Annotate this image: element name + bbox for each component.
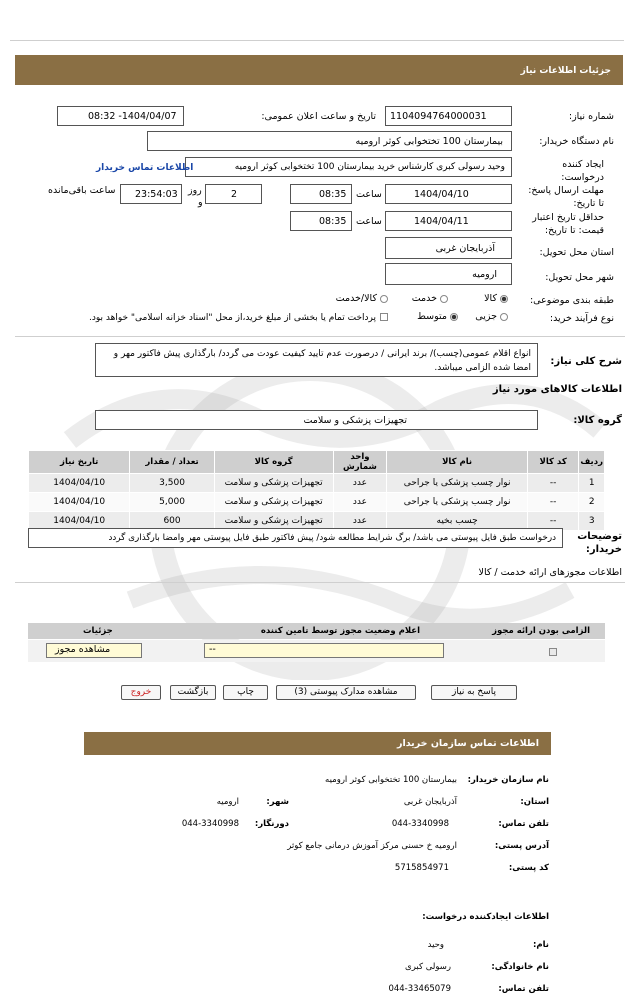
col-unit: واحد شمارش bbox=[333, 451, 387, 474]
deadline-time-label: ساعت bbox=[356, 189, 382, 200]
province-field: آذربایجان غربی bbox=[385, 237, 512, 259]
contact-phone-label: تلفن تماس: bbox=[498, 819, 549, 829]
page-title: جزئیات اطلاعات نیاز bbox=[520, 66, 611, 76]
contact-address-label: آدرس پستی: bbox=[494, 841, 549, 851]
announce-field: 1404/04/07- 08:32 bbox=[57, 106, 184, 126]
creator-field: وحید رسولی کبری کارشناس خرید بیمارستان 100 تختخوابی کوثر ارومیه bbox=[185, 157, 512, 177]
permits-table bbox=[28, 623, 605, 663]
deadline-time-field: 08:35 bbox=[290, 184, 352, 204]
day-label: روز bbox=[188, 185, 202, 196]
payment-note: پرداخت تمام یا بخشی از مبلغ خرید،از محل "اسناد خزانه اسلامی" خواهد بود. bbox=[88, 313, 376, 323]
process-radio-group bbox=[390, 311, 520, 325]
goods-group-label: گروه کالا: bbox=[573, 415, 622, 426]
creator-name-label: نام: bbox=[532, 940, 549, 950]
validity-time-field: 08:35 bbox=[290, 211, 352, 231]
contact-header bbox=[84, 732, 551, 755]
page-header bbox=[15, 55, 623, 85]
buyer-org-label: نام دستگاه خریدار: bbox=[539, 136, 614, 147]
exit-button[interactable]: خروج bbox=[121, 685, 161, 700]
goods-group-field: تجهیزات پزشکی و سلامت bbox=[95, 410, 538, 430]
validity-date-field: 1404/04/11 bbox=[385, 211, 512, 231]
contact-phone-value: 044-3340998 bbox=[391, 819, 449, 829]
contact-postal-value: 5715854971 bbox=[394, 863, 449, 873]
contact-address-value: ارومیه خ حسنی مرکز آموزش درمانی جامع کوثر bbox=[287, 841, 457, 851]
validity-time-label: ساعت bbox=[356, 216, 382, 227]
process-radio-minor[interactable]: جزیی bbox=[475, 311, 508, 322]
contact-province-value: آذربایجان غربی bbox=[403, 797, 457, 807]
contact-org-label: نام سازمان خریدار: bbox=[467, 775, 549, 785]
col-qty: تعداد / مقدار bbox=[130, 451, 214, 474]
category-radio-service[interactable]: خدمت bbox=[412, 293, 448, 304]
treasury-checkbox[interactable] bbox=[380, 311, 388, 322]
and-label: و bbox=[198, 197, 203, 208]
permits-col-status: اعلام وضعیت مجوز توسط تامین کننده bbox=[260, 626, 420, 636]
reply-button[interactable]: پاسخ به نیاز bbox=[431, 685, 517, 700]
description-label: شرح کلی نیاز: bbox=[550, 356, 622, 367]
col-date: تاریخ نیاز bbox=[29, 451, 130, 474]
contact-fax-value: 044-3340998 bbox=[181, 819, 239, 829]
category-label: طبقه بندی موضوعی: bbox=[529, 295, 614, 306]
category-radio-group bbox=[330, 293, 520, 307]
creator-name-value: وحید bbox=[427, 940, 444, 950]
validity-label: حداقل تاریخ اعتبار قیمت: تا تاریخ: bbox=[532, 212, 604, 236]
goods-table-header bbox=[29, 451, 605, 474]
print-button[interactable]: چاپ bbox=[223, 685, 268, 700]
creator-family-value: رسولی کبری bbox=[405, 962, 451, 972]
process-radio-medium[interactable]: متوسط bbox=[417, 311, 458, 322]
remaining-time-field: 23:54:03 bbox=[120, 184, 182, 204]
col-code: کد کالا bbox=[527, 451, 579, 474]
need-number-label: شماره نیاز: bbox=[568, 111, 614, 122]
view-permit-button[interactable]: مشاهده مجوز bbox=[46, 643, 142, 658]
description-box: انواع اقلام عمومی(چسب)/ برند ایرانی / درصورت عدم تایید کیفیت عودت می گردد/ بارگذاری پیش فاکتور مهر و امضا شده الزامی میباشد. bbox=[95, 343, 538, 377]
buyer-notes-label: توضیحات خریدار: bbox=[577, 531, 622, 555]
announce-label: تاریخ و ساعت اعلان عمومی: bbox=[261, 111, 376, 122]
category-radio-goods[interactable]: کالا bbox=[484, 293, 508, 304]
col-row: ردیف bbox=[579, 451, 605, 474]
creator-phone-label: تلفن تماس: bbox=[498, 984, 549, 994]
contact-city-value: ارومیه bbox=[216, 797, 239, 807]
goods-section-title: اطلاعات کالاهای مورد نیاز bbox=[492, 384, 622, 395]
table-row: 3 -- چسب بخیه عدد تجهیزات پزشکی و سلامت 600 1404/04/10 bbox=[29, 512, 605, 531]
contact-org-value: بیمارستان 100 تختخوابی کوثر ارومیه bbox=[325, 775, 457, 785]
permits-col-required: الزامی بودن ارائه مجوز bbox=[492, 626, 590, 636]
contact-province-label: استان: bbox=[520, 797, 549, 807]
creator-label: ایجاد کننده درخواست: bbox=[561, 159, 604, 183]
contact-city-label: شهر: bbox=[266, 797, 289, 807]
permits-col-details: جزئیات bbox=[83, 626, 113, 636]
category-radio-both[interactable]: کالا/خدمت bbox=[336, 293, 388, 304]
deadline-label: مهلت ارسال پاسخ: تا تاریخ: bbox=[528, 185, 604, 209]
table-row: 1 -- نوار چسب پزشکی یا جراحی عدد تجهیزات پزشکی و سلامت 3,500 1404/04/10 bbox=[29, 474, 605, 493]
province-label: استان محل تحویل: bbox=[539, 247, 614, 258]
contact-info-link[interactable]: اطلاعات تماس خریدار bbox=[96, 163, 194, 173]
permit-status-field[interactable]: -- bbox=[204, 643, 444, 658]
col-name: نام کالا bbox=[387, 451, 528, 474]
top-divider bbox=[10, 40, 624, 41]
creator-info-title: اطلاعات ایجادکننده درخواست: bbox=[422, 912, 549, 922]
col-group: گروه کالا bbox=[214, 451, 333, 474]
back-button[interactable]: بازگشت bbox=[170, 685, 216, 700]
process-label: نوع فرآیند خرید: bbox=[549, 313, 614, 324]
permit-required-checkbox[interactable] bbox=[549, 646, 557, 657]
city-field: ارومیه bbox=[385, 263, 512, 285]
creator-phone-value: 044-33465079 bbox=[388, 984, 451, 994]
table-row: 2 -- نوار چسب پزشکی یا جراحی عدد تجهیزات پزشکی و سلامت 5,000 1404/04/10 bbox=[29, 493, 605, 512]
buyer-notes-box: درخواست طبق فایل پیوستی می باشد/ برگ شرایط مطالعه شود/ پیش فاکتور طبق فایل پیوستی مهر وامضا بارگذاری گردد bbox=[28, 528, 563, 548]
goods-table bbox=[28, 450, 605, 531]
permits-title: اطلاعات مجوزهای ارائه خدمت / کالا bbox=[478, 567, 622, 578]
contact-postal-label: کد پستی: bbox=[508, 863, 549, 873]
buyer-org-field: بیمارستان 100 تختخوابی کوثر ارومیه bbox=[147, 131, 512, 151]
contact-title: اطلاعات تماس سازمان خریدار bbox=[396, 738, 539, 749]
days-left-field: 2 bbox=[205, 184, 262, 204]
view-attachments-button[interactable]: مشاهده مدارک پیوستی (3) bbox=[276, 685, 416, 700]
need-number-field: 1104094764000031 bbox=[385, 106, 512, 126]
remaining-label: ساعت باقی‌مانده bbox=[48, 185, 116, 196]
contact-fax-label: دورنگار: bbox=[254, 819, 289, 829]
deadline-date-field: 1404/04/10 bbox=[385, 184, 512, 204]
city-label: شهر محل تحویل: bbox=[545, 272, 614, 283]
creator-family-label: نام خانوادگی: bbox=[491, 962, 549, 972]
